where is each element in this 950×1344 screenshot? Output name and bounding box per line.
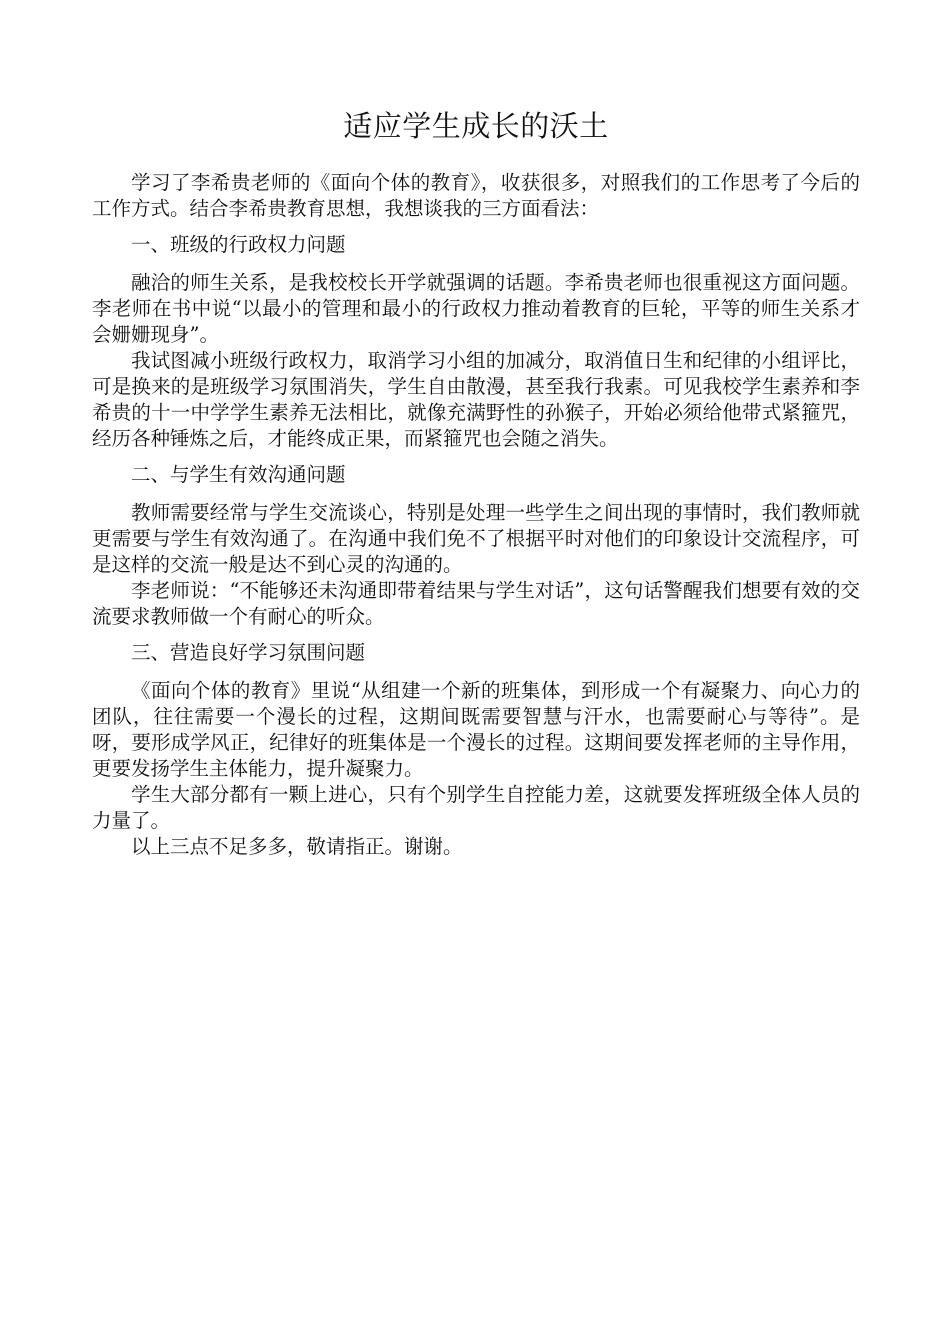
section-1 [92,232,860,452]
document-page [92,104,860,860]
body-paragraph: 融洽的师生关系，是我校校长开学就强调的话题。李希贵老师也很重视这方面问题。李老师在书中说“以最小的管理和最小的行政权力推动着教育的巨轮，平等的师生关系才会姗姗现身”。 [92,271,860,346]
section-3 [92,640,860,860]
body-paragraph: 我试图减小班级行政权力，取消学习小组的加减分，取消值日生和纪律的小组评比，可是换来的是班级学习氛围消失，学生自由散漫，甚至我行我素。可见我校学生素养和李希贵的十一中学学生素养无法相比，就像充满野性的孙猴子，开始必须给他带式紧箍咒，经历各种锤炼之后，才能终成正果，而紧箍咒也会随之消失。 [92,349,860,450]
section-heading: 二、与学生有效沟通问题 [131,463,346,486]
section-2 [92,462,860,630]
body-paragraph: 学生大部分都有一颗上进心，只有个别学生自控能力差，这就要发挥班级全体人员的力量了。 [92,783,860,832]
body-paragraph: 李老师说：“不能够还未沟通即带着结果与学生对话”，这句话警醒我们想要有效的交流要求教师做一个有耐心的听众。 [92,579,860,628]
document-title: 适应学生成长的沃土 [343,109,609,143]
body-paragraph: 教师需要经常与学生交流谈心，特别是处理一些学生之间出现的事情时，我们教师就更需要与学生有效沟通了。在沟通中我们免不了根据平时对他们的印象设计交流程序，可是这样的交流一般是达不到心灵的沟通的。 [92,501,860,576]
closing-paragraph: 以上三点不足多多，敬请指正。谢谢。 [131,835,463,858]
intro-paragraph: 学习了李希贵老师的《面向个体的教育》，收获很多，对照我们的工作思考了今后的工作方式。结合李希贵教育思想，我想谈我的三方面看法： [92,171,860,220]
section-heading: 三、营造良好学习氛围问题 [131,641,366,664]
section-heading: 一、班级的行政权力问题 [131,233,346,256]
body-paragraph: 《面向个体的教育》里说“从组建一个新的班集体，到形成一个有凝聚力、向心力的团队，往往需要一个漫长的过程，这期间既需要智慧与汗水，也需要耐心与等待”。是呀，要形成学风正，纪律好的班集体是一个漫长的过程。这期间要发挥老师的主导作用，更要发扬学生主体能力，提升凝聚力。 [92,679,860,780]
